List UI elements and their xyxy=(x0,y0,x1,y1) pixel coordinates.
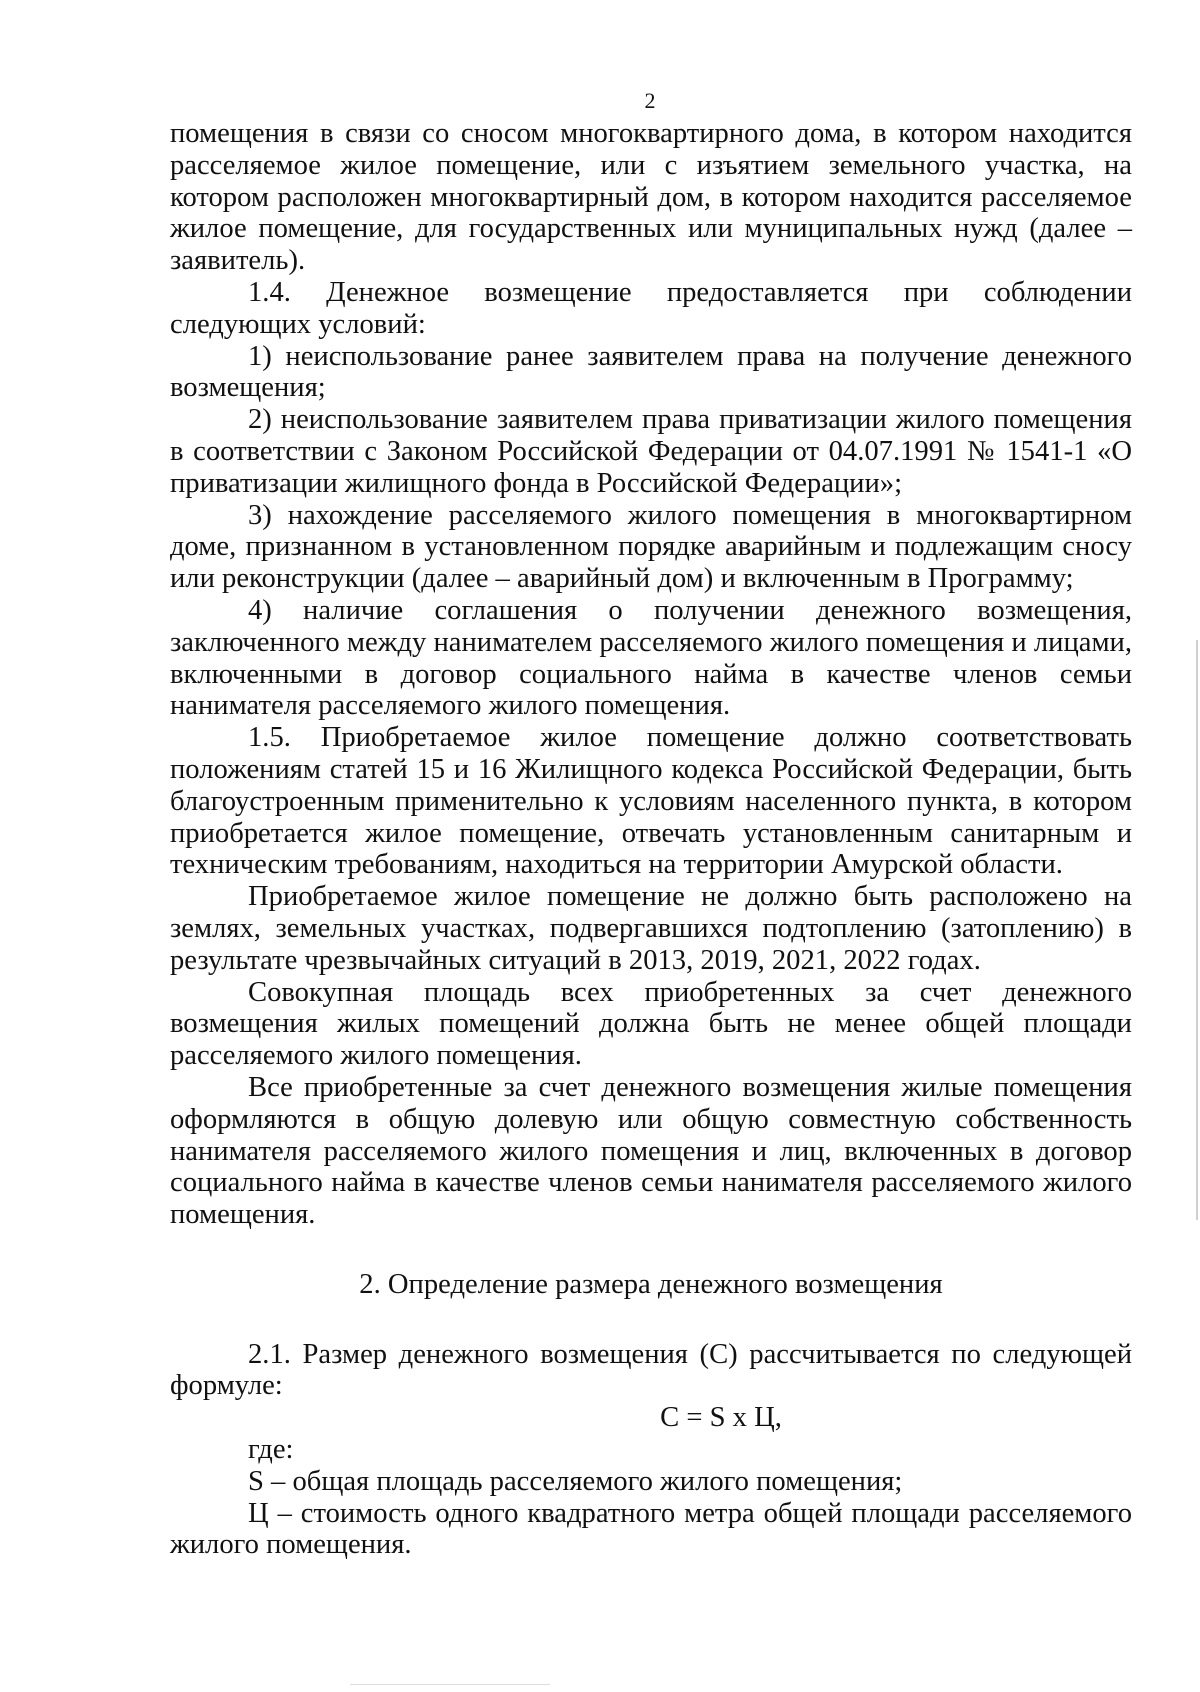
paragraph-2-1: 2.1. Размер денежного возмещения (С) рассчитывается по следующей формуле: xyxy=(170,1338,1132,1402)
scan-edge-line xyxy=(1196,640,1198,1220)
section-title: 2. Определение размера денежного возмещения xyxy=(359,1268,943,1300)
paragraph-flood-restriction: Приобретаемое жилое помещение не должно быть расположено на землях, земельных участках, подвергавшихся подтоплению (затоплению) в результате чрезвычайных ситуаций в 2013, 2019, 2021, 2022 годах. xyxy=(170,881,1132,976)
paragraph-1-4: 1.4. Денежное возмещение предоставляется при соблюдении следующих условий: xyxy=(170,276,1132,340)
page-number: 2 xyxy=(644,88,656,113)
paragraph-s-definition: S – общая площадь расселяемого жилого помещения; xyxy=(248,1465,903,1497)
paragraph-continuation: помещения в связи со сносом многоквартирного дома, в котором находится расселяемое жилое помещение, или с изъятием земельного участка, на котором расположен многоквартирный дом, в котором находится расселяемое жилое помещение, для государственных или муниципальных нужд (далее – заявитель). xyxy=(170,118,1132,277)
paragraph-c-definition: Ц – стоимость одного квадратного метра общей площади расселяемого жилого помещения. xyxy=(170,1497,1132,1561)
paragraph-1-5: 1.5. Приобретаемое жилое помещение должно соответствовать положениям статей 15 и 16 Жилищного кодекса Российской Федерации, быть благоустроенным применительно к условиям населенного пункта, в котором приобретается жилое помещение, отвечать установленным санитарным и техническим требованиям, находиться на территории Амурской области. xyxy=(170,722,1132,881)
formula: С = S х Ц, xyxy=(660,1402,782,1434)
paragraph-where: где: xyxy=(248,1434,294,1466)
paragraph-condition-3: 3) нахождение расселяемого жилого помещения в многоквартирном доме, признанном в установленном порядке аварийным и подлежащим сносу или реконструкции (далее – аварийный дом) и включенным в Программу; xyxy=(170,499,1132,595)
paragraph-total-area: Совокупная площадь всех приобретенных за счет денежного возмещения жилых помещений должна быть не менее общей площади расселяемого жилого помещения. xyxy=(170,976,1132,1072)
paragraph-ownership: Все приобретенные за счет денежного возмещения жилые помещения оформляются в общую долевую или общую совместную собственность нанимателя расселяемого жилого помещения и лиц, включенных в договор социального найма в качестве членов семьи нанимателя расселяемого жилого помещения. xyxy=(170,1071,1132,1231)
paragraph-condition-4: 4) наличие соглашения о получении денежного возмещения, заключенного между нанимателем расселяемого жилого помещения и лицами, включенными в договор социального найма в качестве членов семьи нанимателя расселяемого жилого помещения. xyxy=(170,594,1132,722)
paragraph-condition-1: 1) неиспользование ранее заявителем права на получение денежного возмещения; xyxy=(170,340,1132,404)
scan-bottom-mark xyxy=(350,1684,550,1685)
document-body xyxy=(170,118,1132,1561)
paragraph-condition-2: 2) неиспользование заявителем права приватизации жилого помещения в соответствии с Законом Российской Федерации от 04.07.1991 № 1541-1 «О приватизации жилищного фонда в Российской Федерации»; xyxy=(170,404,1132,499)
